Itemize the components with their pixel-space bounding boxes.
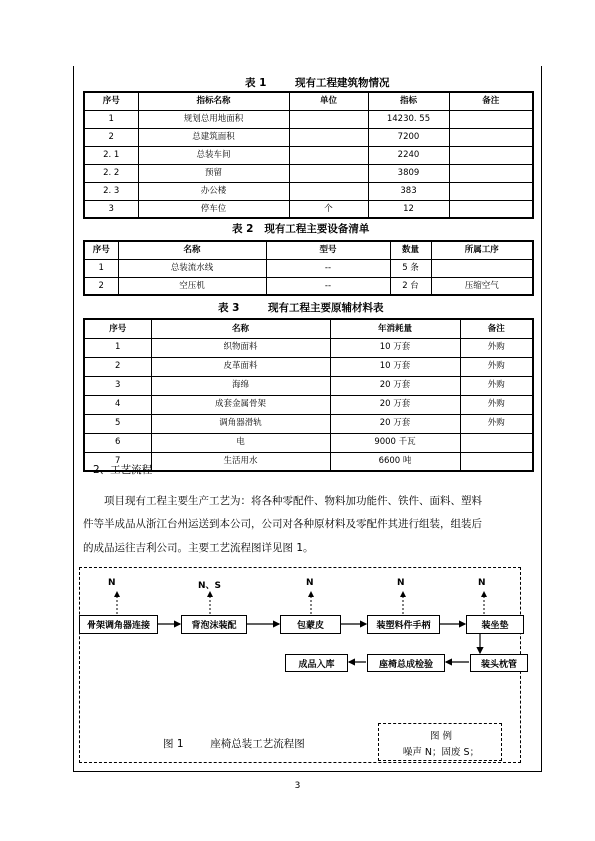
- table3-cell: 20 万套: [330, 376, 460, 395]
- table2-cell: 5 条: [390, 259, 431, 277]
- table2-header-cell: 序号: [84, 241, 118, 259]
- table3-caption-no: 表 3: [218, 302, 240, 314]
- table3-cell: 外购: [460, 414, 533, 433]
- table2-cell: 空压机: [118, 277, 266, 295]
- table1-cell: 7200: [368, 128, 449, 146]
- process-step-box: 包蒙皮: [280, 615, 341, 634]
- table3-cell: 生活用水: [151, 452, 330, 471]
- table2-cell: 总装流水线: [118, 259, 266, 277]
- page-number: 3: [294, 781, 301, 791]
- table1-header-cell: 单位: [289, 92, 368, 110]
- legend-text: 噪声 N；固废 S；: [402, 747, 480, 758]
- table3-cell: 6: [84, 433, 151, 452]
- process-step-box: 成品入库: [285, 654, 348, 672]
- table1-caption-title: 现有工程建筑物情况: [295, 77, 390, 89]
- table1-cell: 14230. 55: [368, 110, 449, 128]
- table1-cell: 总建筑面积: [138, 128, 289, 146]
- table1-caption-no: 表 1: [245, 77, 267, 89]
- table1-cell: 3: [84, 200, 138, 218]
- table2-header-cell: 数量: [390, 241, 431, 259]
- table1-cell: 2240: [368, 146, 449, 164]
- table3-cell: 20 万套: [330, 395, 460, 414]
- table2-header-cell: 型号: [266, 241, 390, 259]
- table1-header-cell: 备注: [449, 92, 533, 110]
- table1-cell: 2. 2: [84, 164, 138, 182]
- process-step-box: 装塑料件手柄: [367, 615, 440, 634]
- table1-cell: 12: [368, 200, 449, 218]
- table2-header-cell: 名称: [118, 241, 266, 259]
- table2-cell: 2 台: [390, 277, 431, 295]
- body-paragraph-line: 的成品运往吉利公司。主要工艺流程图详见图 1。: [83, 542, 314, 554]
- process-step-box: 骨架调角器连接: [79, 615, 158, 634]
- table3-cell: 6600 吨: [330, 452, 460, 471]
- table3-cell: 2: [84, 357, 151, 376]
- table3-cell: 3: [84, 376, 151, 395]
- body-paragraph-line: 项目现有工程主要生产工艺为：将各种零配件、物料加功能件、铁件、面料、塑料: [104, 495, 482, 507]
- table3-caption-title: 现有工程主要原辅材料表: [268, 302, 384, 314]
- table3-cell: 外购: [460, 357, 533, 376]
- table3-cell: 外购: [460, 376, 533, 395]
- table1-cell: 个: [289, 200, 368, 218]
- table3-header-cell: 序号: [84, 319, 151, 338]
- table1-cell: 停车位: [138, 200, 289, 218]
- table1-cell: 1: [84, 110, 138, 128]
- table3-cell: 5: [84, 414, 151, 433]
- table3-cell: 外购: [460, 395, 533, 414]
- pollutant-label: N、S: [198, 581, 222, 591]
- process-step-box: 装坐垫: [466, 615, 524, 634]
- legend-title: 图 例: [429, 731, 453, 742]
- pollutant-label: N: [306, 578, 314, 588]
- process-step-box: 座椅总成检验: [367, 654, 445, 672]
- table1-cell: 规划总用地面积: [138, 110, 289, 128]
- table1-header-cell: 序号: [84, 92, 138, 110]
- pollutant-label: N: [108, 578, 116, 588]
- table1-cell: 预留: [138, 164, 289, 182]
- table1-cell: 3809: [368, 164, 449, 182]
- table3-cell: 9000 千瓦: [330, 433, 460, 452]
- table3-cell: 织物面料: [151, 338, 330, 357]
- table1-header-cell: 指标名称: [138, 92, 289, 110]
- table3-header-cell: 备注: [460, 319, 533, 338]
- table3-header-cell: 名称: [151, 319, 330, 338]
- table3-cell: 10 万套: [330, 338, 460, 357]
- table3-cell: 成套金属骨架: [151, 395, 330, 414]
- table2-cell: 压缩空气: [431, 277, 533, 295]
- table2-cell: 1: [84, 259, 118, 277]
- table3-cell: 7: [84, 452, 151, 471]
- process-step-box: 装头枕管: [470, 654, 528, 672]
- table3-cell: 外购: [460, 338, 533, 357]
- figure-caption: 图 1 座椅总装工艺流程图: [163, 738, 305, 750]
- table1-cell: 383: [368, 182, 449, 200]
- table1-cell: 2. 1: [84, 146, 138, 164]
- table3-cell: 皮革面料: [151, 357, 330, 376]
- table3-cell: 10 万套: [330, 357, 460, 376]
- table1-cell: 总装车间: [138, 146, 289, 164]
- table1-header-cell: 指标: [368, 92, 449, 110]
- table3-header-cell: 年消耗量: [330, 319, 460, 338]
- table1-cell: 2: [84, 128, 138, 146]
- table3-cell: 4: [84, 395, 151, 414]
- table3-cell: 1: [84, 338, 151, 357]
- table1-cell: 2. 3: [84, 182, 138, 200]
- process-step-box: 背泡沫装配: [181, 615, 247, 634]
- table3-cell: 调角器滑轨: [151, 414, 330, 433]
- table1-cell: 办公楼: [138, 182, 289, 200]
- legend-box: [378, 723, 502, 761]
- pollutant-label: N: [397, 578, 405, 588]
- table2-caption: 表 2 现有工程主要设备清单: [232, 223, 370, 235]
- body-paragraph-line: 件等半成品从浙江台州运送到本公司，公司对各种原材料及零配件其进行组装，组装后: [83, 518, 482, 530]
- section-heading: 2、工艺流程: [93, 464, 153, 476]
- table2-header-cell: 所属工序: [431, 241, 533, 259]
- table2-cell: --: [266, 259, 390, 277]
- table3-cell: 20 万套: [330, 414, 460, 433]
- table2-cell: --: [266, 277, 390, 295]
- table2-cell: 2: [84, 277, 118, 295]
- table3-cell: 电: [151, 433, 330, 452]
- table3-cell: 海绵: [151, 376, 330, 395]
- pollutant-label: N: [478, 578, 486, 588]
